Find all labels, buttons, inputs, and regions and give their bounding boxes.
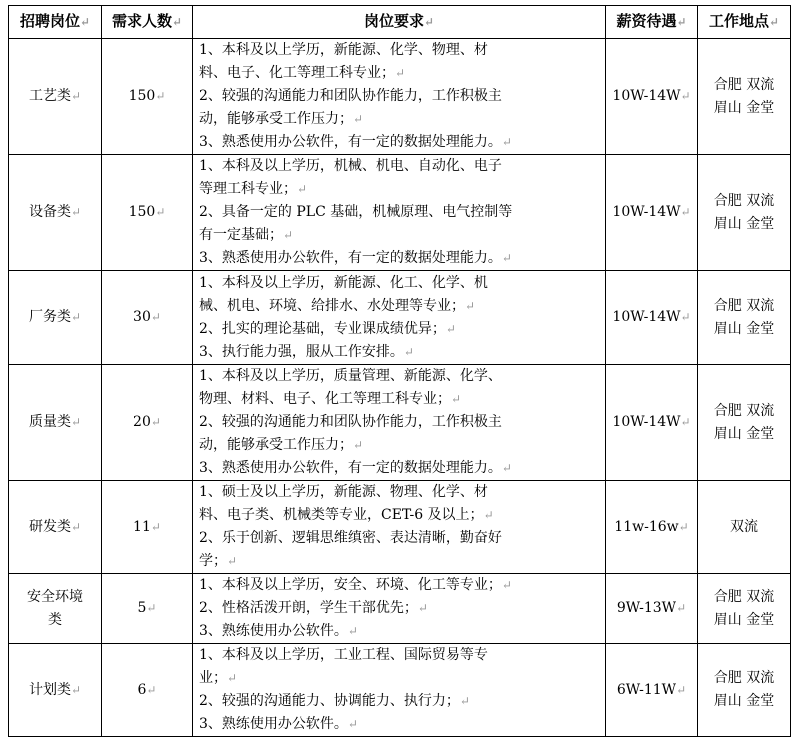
requirement-line: 1、本科及以上学历，新能源、化工、化学、机 [199,274,488,291]
table-row [9,271,791,365]
requirements [193,365,606,481]
position-title: 质量类↵ [9,365,102,481]
headcount: 150↵ [102,39,193,155]
header-location: 工作地点↵ [698,6,791,39]
headcount: 20↵ [102,365,193,481]
requirement-line: 料、电子类、机械类等专业，CET-6 及以上；↵ [199,507,494,523]
requirement-line: 3、熟练使用办公软件。↵ [199,623,358,639]
requirement-line: 械、机电、环境、给排水、水处理等专业；↵ [199,297,476,314]
requirement-line: 2、较强的沟通能力和团队协作能力，工作积极主 [199,414,502,430]
requirements [193,271,606,365]
requirement-line: 3、执行能力强，服从工作安排。↵ [199,343,414,360]
salary: 10W-14W↵ [606,271,698,365]
salary: 10W-14W↵ [606,39,698,155]
requirement-line: 物理、材料、电子、化工等理工科专业；↵ [199,391,462,407]
table-row [9,574,791,644]
headcount: 30↵ [102,271,193,365]
requirement-line: 动，能够承受工作压力；↵ [199,111,364,127]
table-row [9,39,791,155]
salary: 10W-14W↵ [606,365,698,481]
table-row [9,481,791,574]
requirement-line: 等理工科专业；↵ [199,181,308,197]
requirement-line: 有一定基础；↵ [199,227,294,243]
requirement-line: 2、较强的沟通能力和团队协作能力，工作积极主 [199,88,502,104]
requirement-line: 业；↵ [199,670,238,686]
requirement-line: 3、熟悉使用办公软件，有一定的数据处理能力。↵ [199,250,512,266]
position-title: 计划类↵ [9,644,102,737]
requirement-line: 2、扎实的理论基础，专业课成绩优异；↵ [199,320,456,337]
header-count: 需求人数↵ [102,6,193,39]
requirement-line: 2、乐于创新、逻辑思维缜密、表达清晰，勤奋好 [199,530,502,546]
requirement-line: 3、熟悉使用办公软件，有一定的数据处理能力。↵ [199,460,512,476]
requirements [193,39,606,155]
salary: 6W-11W↵ [606,644,698,737]
headcount: 11↵ [102,481,193,574]
requirement-line: 3、熟悉使用办公软件，有一定的数据处理能力。↵ [199,134,512,150]
salary: 10W-14W↵ [606,155,698,271]
requirement-line: 料、电子、化工等理工科专业；↵ [199,65,406,81]
recruitment-table [8,5,791,737]
requirement-line: 1、本科及以上学历，新能源、化学、物理、材 [199,42,488,58]
requirement-line: 2、较强的沟通能力、协调能力、执行力；↵ [199,693,470,709]
requirement-line: 2、具备一定的 PLC 基础，机械原理、电气控制等 [199,204,513,220]
requirement-line: 1、本科及以上学历，机械、机电、自动化、电子 [199,158,502,174]
table-row [9,644,791,737]
position-title: 厂务类↵ [9,271,102,365]
position-title: 工艺类↵ [9,39,102,155]
work-location: 合肥 双流 眉山 金堂 [698,155,791,271]
work-location: 合肥 双流 眉山 金堂 [698,644,791,737]
requirements [193,574,606,644]
table-row [9,155,791,271]
requirement-line: 1、本科及以上学历，安全、环境、化工等专业；↵ [199,577,512,593]
work-location: 合肥 双流 眉山 金堂 [698,365,791,481]
requirement-line: 动，能够承受工作压力；↵ [199,437,364,453]
position-title: 安全环境 类 [9,574,102,644]
work-location: 合肥 双流 眉山 金堂 [698,574,791,644]
work-location: 合肥 双流 眉山 金堂 [698,271,791,365]
header-position: 招聘岗位↵ [9,6,102,39]
requirements [193,481,606,574]
position-title: 研发类↵ [9,481,102,574]
header-row [9,6,791,39]
requirement-line: 3、熟练使用办公软件。↵ [199,716,358,732]
headcount: 6↵ [102,644,193,737]
requirement-line: 1、本科及以上学历，质量管理、新能源、化学、 [199,368,502,384]
requirement-line: 1、硕士及以上学历，新能源、物理、化学、材 [199,484,488,500]
position-title: 设备类↵ [9,155,102,271]
work-location: 双流 [698,481,791,574]
requirement-line: 学；↵ [199,553,238,569]
requirement-line: 2、性格活泼开朗，学生干部优先；↵ [199,600,428,616]
salary: 11w-16w↵ [606,481,698,574]
header-requirements: 岗位要求↵ [193,6,606,39]
headcount: 5↵ [102,574,193,644]
header-salary: 薪资待遇↵ [606,6,698,39]
work-location: 合肥 双流 眉山 金堂 [698,39,791,155]
requirements [193,155,606,271]
requirement-line: 1、本科及以上学历，工业工程、国际贸易等专 [199,647,488,663]
headcount: 150↵ [102,155,193,271]
table-row [9,365,791,481]
salary: 9W-13W↵ [606,574,698,644]
requirements [193,644,606,737]
